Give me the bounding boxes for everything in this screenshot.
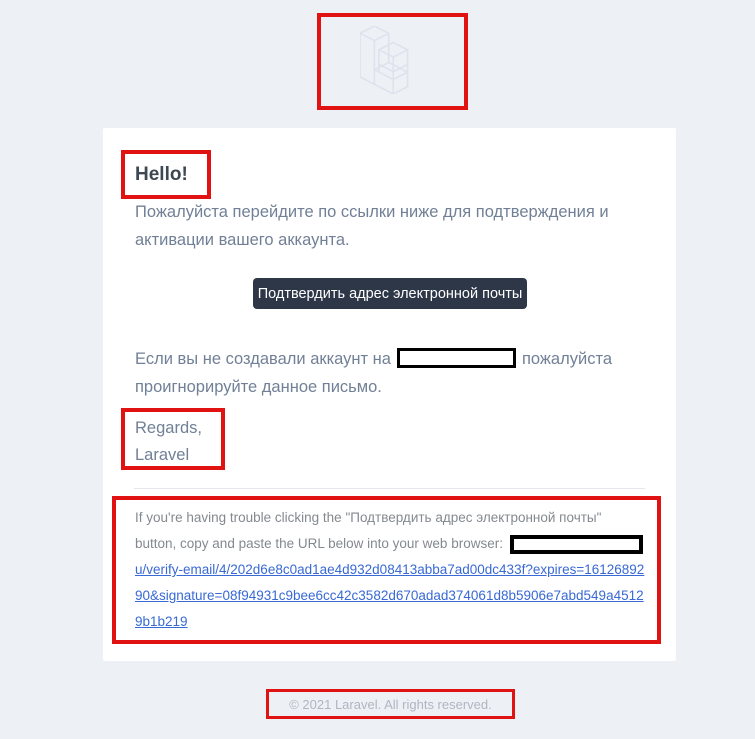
salutation-regards: Regards, [135,419,202,437]
verify-email-button[interactable]: Подтвердить адрес электронной почты [253,278,527,309]
subcopy-line-2 [135,531,647,557]
annotation-box-salutation [121,408,225,470]
verification-url-link[interactable]: u/verify-email/4/202d6e8c0ad1ae4d932d08413abba7ad00dc433f?expires=1612689290&signature=08f94931c9bee6cc42c3582d670adad374061d8b5906e7abd549a45129b1b219 [135,562,645,629]
salutation-sender: Laravel [135,446,190,464]
email-body-card [103,128,676,661]
subcopy-line-2-text: button, copy and paste the URL below into your web browser: [135,536,503,551]
intro-line-1: Пожалуйста перейдите по ссылки ниже для подтверждения и [135,203,609,221]
greeting-heading: Hello! [135,163,188,185]
redacted-site-name-box [397,348,516,368]
subcopy-line-1: If you're having trouble clicking the "Подтвердить адрес электронной почты" [135,510,602,525]
copyright-text: © 2021 Laravel. All rights reserved. [289,696,492,712]
outro-text-before-redaction: Если вы не создавали аккаунт на [135,350,391,368]
subcopy-divider [134,488,645,489]
salutation [125,412,221,469]
outro-paragraph [135,345,640,401]
laravel-logomark-icon [360,26,422,94]
subcopy [135,505,647,635]
annotation-box-greeting [121,150,211,199]
redacted-domain-box [510,535,643,554]
annotation-box-footer [266,689,515,719]
intro-line-2: активации вашего аккаунта. [135,231,350,249]
outro-line-2: проигнорируйте данное письмо. [135,378,382,396]
intro-paragraph [135,198,609,254]
outro-text-after-redaction: пожалуйста [521,350,613,368]
